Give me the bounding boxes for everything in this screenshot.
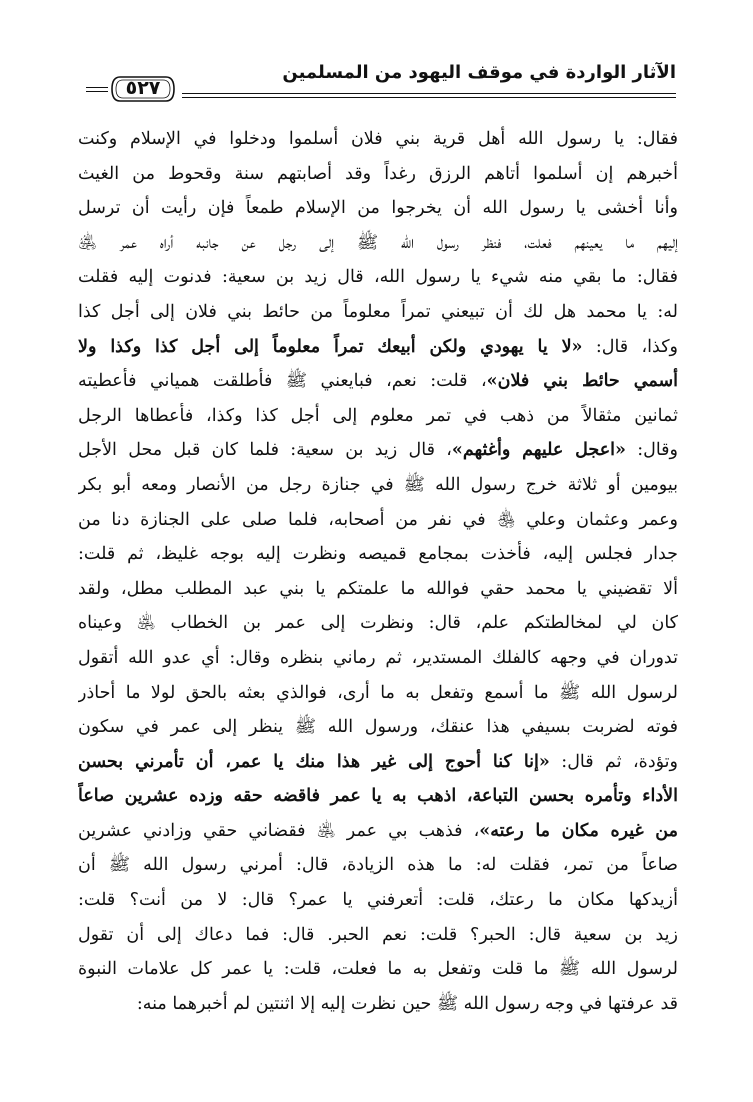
bold-quote-segment: أسمي حائط بني فلان» xyxy=(486,371,678,392)
text-segment: لرسول الله ﷺ ما أسمع وتفعل به ما أرى، فوالذي بعثه بالحق لولا ما أحاذر xyxy=(78,682,678,703)
text-line xyxy=(78,537,678,572)
text-line xyxy=(78,191,678,226)
text-line xyxy=(78,710,678,745)
text-line xyxy=(78,157,678,192)
bold-quote-segment: «لا يا يهودي ولكن أبيعك تمراً معلوماً إلى أجل كذا وكذا ولا xyxy=(78,336,583,357)
text-line xyxy=(78,883,678,918)
text-line xyxy=(78,399,678,434)
text-segment: بيومين أو ثلاثة خرج رسول الله ﷺ في جنازة رجل من الأنصار ومعه أبو بكر xyxy=(78,474,678,495)
text-segment: تدوران في وجهه كالفلك المستدير، ثم رماني بنظره وقال: أي عدو الله أتقول xyxy=(78,647,678,668)
text-segment: ، فذهب بي عمر ﵁ فقضاني حقي وزادني عشرين xyxy=(78,820,480,841)
text-line xyxy=(78,779,678,814)
text-line xyxy=(78,295,678,330)
text-line xyxy=(78,814,678,849)
text-segment: فقال: ما بقي منه شيء يا رسول الله، قال زيد بن سعية: فدنوت إليه فقلت xyxy=(78,267,678,288)
text-segment: ، قلت: نعم، فبايعني ﷺ فأطلقت همياني فأعطيته xyxy=(78,371,487,392)
text-line xyxy=(78,987,678,1022)
text-segment: فوته لضربت بسيفي هذا عنقك، ورسول الله ﷺ ينظر إلى عمر في سكون xyxy=(78,717,678,738)
text-line xyxy=(78,260,678,295)
text-segment: أزيدكها مكان ما رعتك، قلت: أتعرفني يا عمر؟ قال: لا من أنت؟ قلت: xyxy=(78,890,678,911)
text-line xyxy=(78,468,678,503)
text-line xyxy=(78,122,678,157)
text-segment: وكذا، قال: xyxy=(582,336,678,357)
page-number-ornament xyxy=(110,74,176,104)
page-number: ٥٢٧ xyxy=(125,77,161,99)
text-segment: وقال: xyxy=(625,440,678,461)
text-line xyxy=(78,918,678,953)
text-segment: لرسول الله ﷺ ما قلت وتفعل به ما فعلت، قلت: يا عمر كل علامات النبوة xyxy=(78,959,678,980)
text-segment: فقال: يا رسول الله أهل قرية بني فلان أسلموا ودخلوا في الإسلام وكنت xyxy=(78,129,678,149)
text-segment: أخبرهم إن أسلموا أتاهم الرزق رغداً وقد أصابتهم سنة وقحوط من الغيث xyxy=(78,163,678,184)
text-line xyxy=(78,364,678,399)
text-segment: وعمر وعثمان وعلي ﵃ في نفر من أصحابه، فلما صلى على الجنازة دنا من xyxy=(78,509,678,530)
text-line xyxy=(78,606,678,641)
page-header xyxy=(86,60,676,108)
running-title: الآثار الواردة في موقف اليهود من المسلمين xyxy=(282,62,676,83)
text-segment: صاعاً من تمر، فقلت له: ما هذه الزيادة، قال: أمرني رسول الله ﷺ أن xyxy=(78,855,678,876)
text-segment: جدار فجلس إليه، فأخذت بمجامع قميصه ونظرت إليه بوجه غليظ، ثم قلت: xyxy=(78,544,678,565)
text-line xyxy=(78,745,678,780)
text-line xyxy=(78,572,678,607)
bold-quote-segment: «إنا كنا أحوج إلى غير هذا منك يا عمر، أن تأمرني بحسن xyxy=(78,751,550,772)
text-segment: ألا تقضيني يا محمد حقي فوالله ما علمتكم يا بني عبد المطلب مطل، ولقد xyxy=(78,578,678,599)
text-segment: ثمانين مثقالاً من ذهب في تمر معلوم إلى أجل كذا وكذا، فأعطاها الرجل xyxy=(78,405,678,426)
bold-quote-segment: الأداء وتأمره بحسن التباعة، اذهب به يا عمر فاقضه حقه وزده عشرين صاعاً xyxy=(78,786,678,807)
text-line xyxy=(78,676,678,711)
text-line xyxy=(78,848,678,883)
text-segment: كان لي لمخالطتكم علم، قال: ونظرت إلى عمر بن الخطاب ﵁ وعيناه xyxy=(78,613,678,634)
text-segment: وتؤدة، ثم قال: xyxy=(549,751,678,772)
text-line xyxy=(78,330,678,365)
body-text xyxy=(78,122,678,1021)
bold-quote-segment: من غيره مكان ما رعته» xyxy=(479,820,678,841)
text-line xyxy=(78,503,678,538)
header-left-rule xyxy=(86,87,108,92)
bold-quote-segment: «اعجل عليهم وأغثهم» xyxy=(451,440,626,461)
text-segment: له: يا محمد هل لك أن تبيعني تمراً معلوماً من حائط بني فلان إلى أجل كذا xyxy=(78,301,678,322)
text-segment: ، قال زيد بن سعية: فلما كان قبل محل الأجل xyxy=(78,440,452,461)
text-segment: زيد بن سعية قال: الحبر؟ قلت: نعم الحبر. قال: فما دعاك إلى أن تقول xyxy=(78,924,678,945)
text-line xyxy=(78,641,678,676)
text-line xyxy=(78,433,678,468)
text-line xyxy=(78,952,678,987)
text-segment: وأنا أخشى يا رسول الله أن يخرجوا من الإسلام طمعاً فإن رأيت أن ترسل xyxy=(78,198,678,219)
text-segment: قد عرفتها في وجه رسول الله ﷺ حين نظرت إليه إلا اثنتين لم أخبرهما منه: xyxy=(136,993,678,1014)
text-segment: إليهم ما يعينهم فعلت، فنظر رسول الله ﷺ إلى رجل عن جانبه أراه عمر ﵁ xyxy=(78,232,678,253)
text-line xyxy=(78,226,678,261)
header-rule xyxy=(182,93,676,98)
